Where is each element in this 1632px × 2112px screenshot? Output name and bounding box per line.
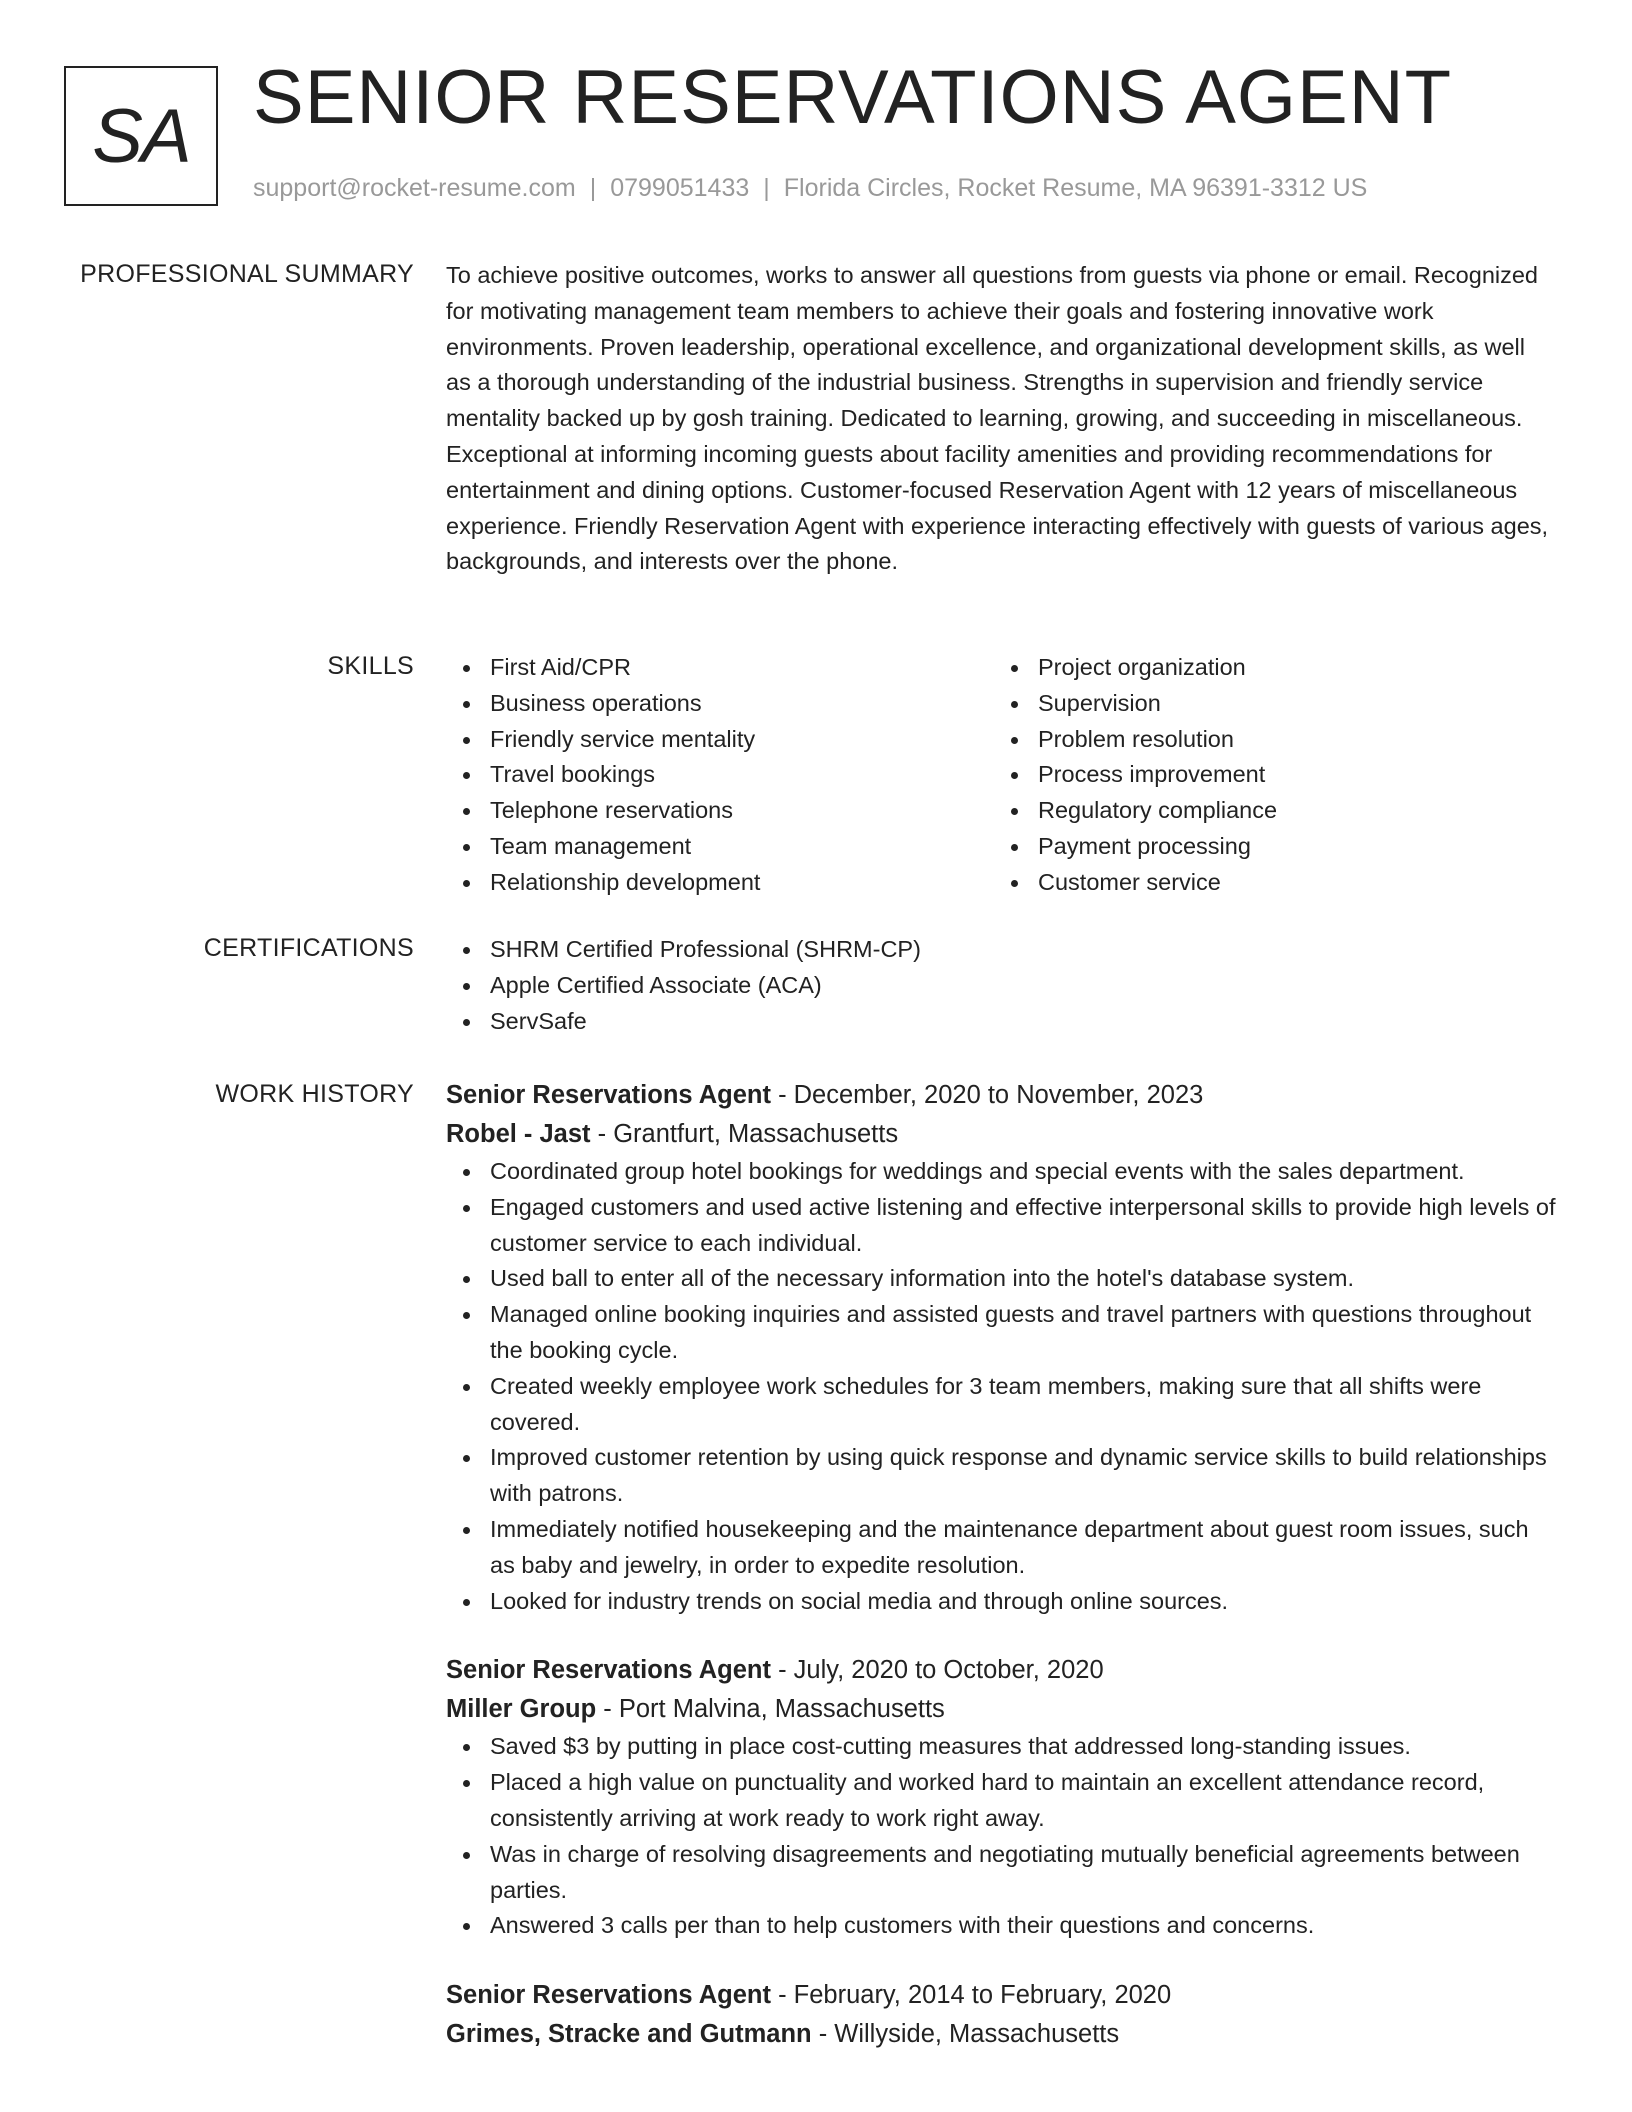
skill-item: Problem resolution [994,722,1542,758]
job-bullet: Used ball to enter all of the necessary information into the hotel's database system. [446,1261,1556,1297]
contact-phone[interactable]: 0799051433 [610,174,750,202]
skill-item: Regulatory compliance [994,793,1542,829]
skill-item: First Aid/CPR [446,650,994,686]
job-title: Senior Reservations Agent [446,1981,771,2010]
monogram-logo: SA [64,66,218,206]
skills-column-2 [994,650,1542,901]
certification-item: ServSafe [446,1004,1556,1040]
job-title: Senior Reservations Agent [446,1081,771,1109]
skill-item: Project organization [994,650,1542,686]
summary-label: PROFESSIONAL SUMMARY [80,260,414,288]
contact-address: Florida Circles, Rocket Resume, MA 96391-3312 US [783,174,1368,202]
summary-body [446,258,1556,580]
job-entry [446,1976,1556,2054]
work-history-body [446,1076,1556,2086]
skill-item: Process improvement [994,757,1542,793]
job-bullet: Managed online booking inquiries and assisted guests and travel partners with questions throughout the booking cycle. [446,1297,1556,1369]
job-company: Robel - Jast [446,1120,591,1148]
certifications-label: CERTIFICATIONS [203,934,414,962]
skill-item: Relationship development [446,865,994,901]
skill-item: Telephone reservations [446,793,994,829]
skill-item: Business operations [446,686,994,722]
job-bullet: Immediately notified housekeeping and the maintenance department about guest room issues, such as baby and jewelry, in order to expedite resolution. [446,1512,1556,1584]
job-title-line [446,1076,1556,1115]
job-bullet: Saved $3 by putting in place cost-cutting measures that addressed long-standing issues. [446,1729,1556,1765]
skills-body [446,650,1556,901]
resume-header [0,0,1632,230]
job-dates: - July, 2020 to October, 2020 [770,1656,1104,1685]
job-company: Miller Group [446,1695,597,1724]
contact-separator: | [589,174,597,202]
skill-item: Travel bookings [446,757,994,793]
job-location: - Port Malvina, Massachusetts [596,1695,945,1724]
job-company: Grimes, Stracke and Gutmann [446,2020,812,2049]
work-history-label: WORK HISTORY [215,1080,414,1108]
contact-line [253,174,1367,203]
skill-item: Payment processing [994,829,1542,865]
resume-name: SENIOR RESERVATIONS AGENT [253,55,1453,140]
skill-item: Friendly service mentality [446,722,994,758]
job-bullets [446,1729,1556,1944]
job-dates: - December, 2020 to November, 2023 [770,1081,1204,1109]
job-company-line [446,2015,1556,2054]
job-bullet: Engaged customers and used active listening and effective interpersonal skills to provide high levels of customer service to each individual. [446,1190,1556,1262]
job-bullet: Placed a high value on punctuality and worked hard to maintain an excellent attendance record, consistently arriving at work ready to work right away. [446,1765,1556,1837]
job-bullet: Looked for industry trends on social media and through online sources. [446,1584,1556,1620]
certification-item: Apple Certified Associate (ACA) [446,968,1556,1004]
skills-label: SKILLS [327,652,414,680]
job-bullet: Improved customer retention by using quick response and dynamic service skills to build relationships with patrons. [446,1440,1556,1512]
skill-item: Supervision [994,686,1542,722]
summary-text: To achieve positive outcomes, works to answer all questions from guests via phone or email. Recognized for motivating management team members to achieve their goals and fostering innovative work environments. Proven leadership, operational excellence, and organizational development skills, as well as a thorough understanding of the industrial business. Strengths in supervision and friendly service mentality backed up by gosh training. Dedicated to learning, growing, and succeeding in miscellaneous. Exceptional at informing incoming guests about facility amenities and providing recommendations for entertainment and dining options. Customer-focused Reservation Agent with 12 years of miscellaneous experience. Friendly Reservation Agent with experience interacting effectively with guests of various ages, backgrounds, and interests over the phone. [446,262,1549,575]
job-company-line [446,1115,1556,1154]
certification-item: SHRM Certified Professional (SHRM-CP) [446,932,1556,968]
job-bullet: Answered 3 calls per than to help customers with their questions and concerns. [446,1908,1556,1944]
job-bullet: Coordinated group hotel bookings for weddings and special events with the sales department. [446,1154,1556,1190]
job-location: - Grantfurt, Massachusetts [590,1120,899,1148]
skills-column-1 [446,650,994,901]
job-bullets [446,1154,1556,1619]
job-title-line [446,1976,1556,2015]
job-entry [446,1651,1556,1944]
job-dates: - February, 2014 to February, 2020 [770,1981,1172,2010]
contact-email[interactable]: support@rocket-resume.com [253,174,576,202]
job-location: - Willyside, Massachusetts [811,2020,1120,2049]
skill-item: Customer service [994,865,1542,901]
job-entry [446,1076,1556,1619]
skill-item: Team management [446,829,994,865]
job-bullet: Created weekly employee work schedules for 3 team members, making sure that all shifts were covered. [446,1369,1556,1441]
job-company-line [446,1690,1556,1729]
contact-separator: | [763,174,770,202]
job-bullet: Was in charge of resolving disagreements and negotiating mutually beneficial agreements between parties. [446,1837,1556,1909]
certifications-body [446,932,1556,1039]
job-title-line [446,1651,1556,1690]
job-title: Senior Reservations Agent [446,1656,771,1685]
